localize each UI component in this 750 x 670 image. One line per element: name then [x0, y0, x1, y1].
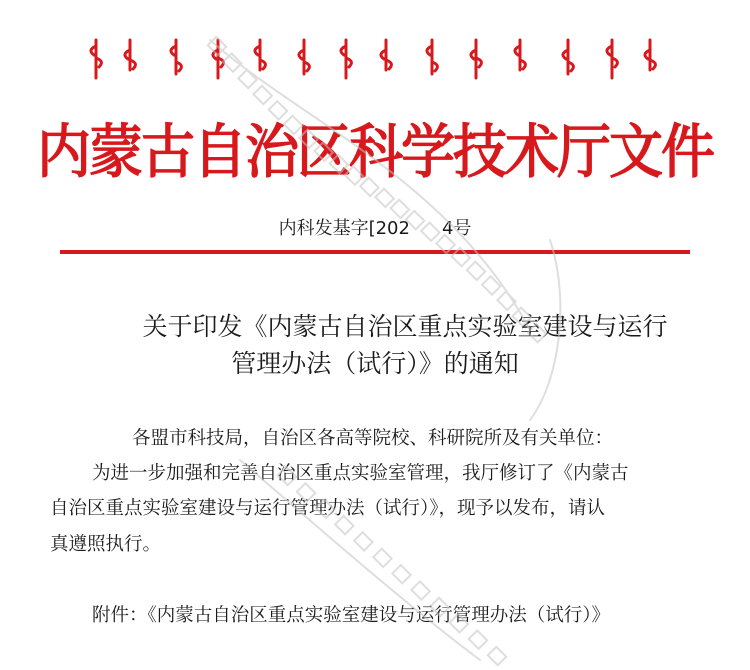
body-line-1: 为进一步加强和完善自治区重点实验室管理，我厅修订了《内蒙古 [92, 463, 629, 484]
issuing-agency-title: 内蒙古自治区科学技术厅文件 [37, 116, 713, 186]
body-line-2: 自治区重点实验室建设与运行管理办法（试行）》，现予以发布，请认 [50, 498, 606, 519]
notice-title-line-2: 管理办法（试行）》的通知 [231, 349, 519, 378]
notice-title-line-1: 关于印发《内蒙古自治区重点实验室建设与运行 [142, 312, 668, 341]
mongolian-script-line [68, 34, 668, 82]
body-line-3: 真遵照执行。 [50, 534, 162, 555]
attachment-line: 附件：《内蒙古自治区重点实验室建设与运行管理办法（试行）》 [92, 605, 611, 626]
red-divider-line [60, 250, 690, 254]
addressee-line: 各盟市科技局，自治区各高等院校、科研院所及有关单位： [132, 428, 614, 449]
document-number [0, 214, 750, 240]
document-number-suffix: 4号 [441, 218, 472, 239]
document-number-prefix: 内科发基字[202 [278, 218, 410, 239]
